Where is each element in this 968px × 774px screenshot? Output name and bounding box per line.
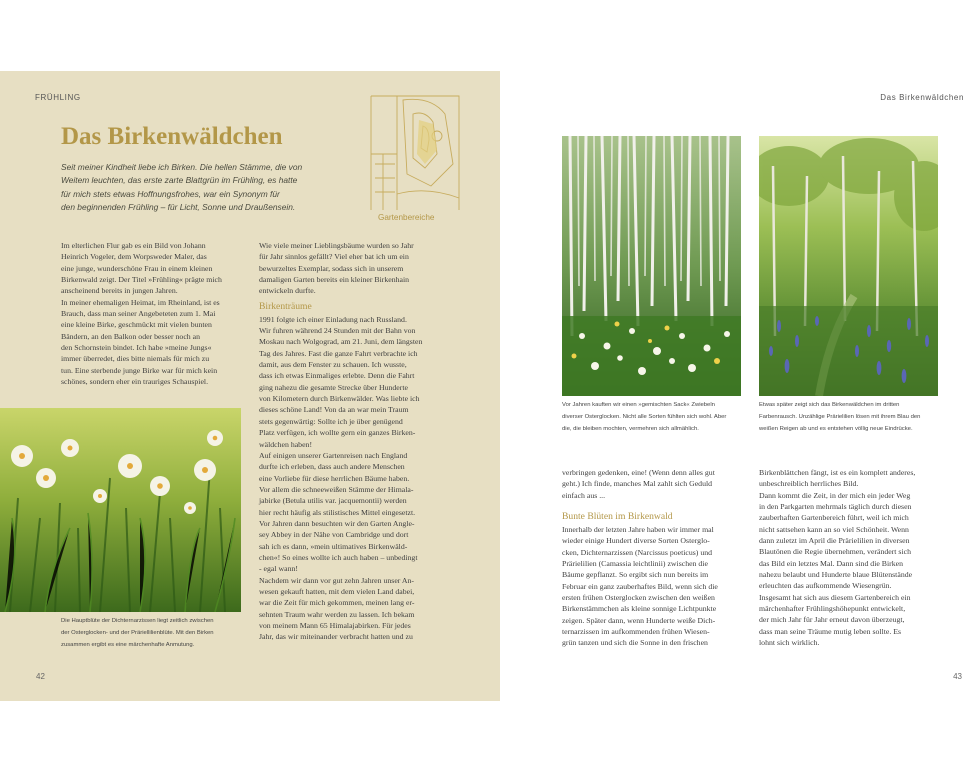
text-line: eine Vorliebe für diese herrlichen Bäume haben. [259,473,410,483]
page-number-left: 42 [36,672,45,681]
subhead-birkentraeume: Birkenträume [259,300,312,312]
text-line: war die Zeit für mich gekommen, meinen lang er- [259,598,415,608]
text-line: märchenhafter Frühlingshöhepunkt entwickelt, [759,604,906,614]
text-line: zauberhaften Gartenbereich führt, weil ich mich [759,513,909,523]
birch-camassia-photo [759,136,938,396]
caption-line: diverser Osterglocken. Nicht alle Sorten fühlten sich wohl. Aber [562,414,727,420]
text-line: In meiner ehemaligen Heimat, im Rheinland, ist es [61,297,220,307]
text-line: Februar ein ganz zauberhaftes Bild, wenn sich die [562,581,718,591]
text-line: sey Abbey in der Nähe von Cambridge und dort [259,530,409,540]
text-line: immer überredet, dies bitte niemals für mich zu [61,354,210,364]
text-line: nahezu belaubt und Hunderte blaue Blütenstände [759,570,913,580]
text-line: Nachdem wir dann vor gut zehn Jahren unser An- [259,575,415,585]
text-line: Im elterlichen Flur gab es ein Bild von Johann [61,241,206,250]
text-line: einfach aus ... [562,490,606,500]
text-line: entwickeln durfte. [259,286,316,296]
subhead-bunte-blueten: Bunte Blüten im Birkenwald [562,511,673,523]
narcissus-caption [61,615,241,651]
text-line: anscheinend bereits in jungen Jahren. [61,286,178,296]
text-column-2 [259,240,454,643]
running-head-left: FRÜHLING [35,93,81,102]
caption-line: zusammen ergibt es eine märchenhafte Anmutung. [61,642,195,648]
text-line: - egal wann! [259,564,298,574]
text-line: Innerhalb der letzten Jahre haben wir immer mal [562,525,714,535]
text-line: für Jahr sinnlos gefällt? Viel eher bat ich um ein [259,252,409,262]
text-line: wesen gekauft hatten, mit dem vielen Land dabei, [259,586,415,596]
text-line: hier recht häufig als stilistisches Mittel eingesetzt. [259,507,416,517]
text-line: dass ich etwas Einmaliges erlebte. Denn die Fahrt [259,371,415,381]
text-line: sah ich es dann, »mein ultimatives Birkenwäld- [259,541,408,551]
text-line: Bändern, an den Balkon oder besser noch an [61,331,200,341]
text-line: ternarzissen im aufkommenden frühen Wiesen- [562,627,710,637]
text-line: lohnt sich wirklich. [759,638,820,648]
photo1-caption [562,399,742,435]
left-page [0,71,500,701]
text-line: der mich Jahr für Jahr erneut davon überzeugt, [759,615,905,625]
text-line: Tag des Jahres. Fast die ganze Fahrt verbrachte ich [259,348,418,358]
running-head-right: Das Birkenwäldchen [880,93,964,102]
caption-line: Die Hauptblüte der Dichternarzissen liegt zeitlich zwischen [61,618,214,624]
text-line: ersten frühen Osterglocken zwischen den weißen [562,593,715,603]
text-line: Wir fuhren während 24 Stunden mit der Bahn von [259,326,416,336]
lead-line: Seit meiner Kindheit liebe ich Birken. Die hellen Stämme, die von [61,162,303,172]
text-line: Prärielilien (Camassia leichtlinii) zwischen die [562,559,708,569]
lead-paragraph [61,161,331,214]
text-line: ging nahezu die gesamte Strecke über Hunderte [259,382,408,392]
text-line: durfte ich erleben, dass auch andere Menschen [259,462,405,472]
right-page [500,71,968,701]
text-line: erleuchten das aufkommende Wiesengrün. [759,581,892,591]
text-line: damaligen Garten bereits ein kleiner Birkenhain [259,275,410,285]
text-line: nicht sattsehen kann an so viel Schönheit. Wenn [759,524,909,534]
text-line: zeigen. Später dann, wenn Hunderte weiße Dich- [562,615,716,625]
text-line: grün tanzen und sich die Sonne in den frischen [562,638,708,648]
text-line: wieder einige Hundert diverse Sorten Osterglo- [562,536,710,546]
text-line: Birkenstämmchen als kleine sonnige Lichtpunkte [562,604,717,614]
text-column-1 [61,240,251,387]
caption-line: die, die bleiben mochten, vermehren sich allmählich. [562,426,699,432]
text-line: sehnten Traum wahr werden zu lassen. Ich bekam [259,609,415,619]
text-line: geht.) Ich finde, manches Mal zahlt sich Geduld [562,479,713,489]
text-line: Birkenblättchen fängt, ist es ein komplett anderes, [759,468,916,477]
text-line: dieses schöne Land! Von da an war mein Traum [259,405,409,415]
text-line: unbeschreiblich herrliches Bild. [759,479,859,489]
text-line: dass man seine Träume mutig leben sollte. Es [759,626,902,636]
plan-caption: Gartenbereiche [378,213,435,222]
lead-line: den beginnenden Frühling – für Licht, Sonne und Draußensein. [61,201,296,212]
text-line: eine junge, wunderschöne Frau in einem kleinen [61,263,213,273]
narcissus-photo [0,408,241,612]
text-line: Moskau nach Wolgograd, am 21. Juni, dem längsten [259,337,423,347]
text-line: Platz verfügen, ich wollte gern ein ganzes Birken- [259,428,416,438]
caption-line: weißen Reigen ab und es entstehen völlig neue Eindrücke. [759,426,913,432]
text-line: bewurzeltes Exemplar, sodass sich in unserem [259,263,404,273]
text-line: Blautönen die Regie übernehmen, verändert sich [759,547,911,557]
garden-plan-icon [367,94,463,212]
text-line: chen«! So eines wollte ich auch haben – unbedingt [259,552,418,562]
text-line: damit, aus dem Fenster zu schauen. Ich wusste, [259,360,407,370]
text-line: Vor Jahren dann besuchten wir den Garten Angle- [259,518,415,528]
text-line: von Kilometern durch Birkenwälder. Was liebte ich [259,394,420,404]
text-line: Insgesamt hat sich aus diesem Gartenbereich ein [759,592,911,602]
text-column-3 [562,467,752,649]
text-line: Brauch, dass man seiner Angebeteten zum 1. Mai [61,309,216,319]
text-line: das Bild ein letztes Mal. Dann sind die Birken [759,558,903,568]
text-line: eine kleine Birke, geschmückt mit vielen bunten [61,320,212,330]
text-line: 1991 folgte ich einer Einladung nach Russland. [259,314,407,324]
text-line: cken, Dichternarzissen (Narcissus poeticus) und [562,547,713,557]
lead-line: Weitem leuchten, das erste zarte Blattgrün im Frühling, es hatte [61,175,298,186]
text-line: Heinrich Vogeler, dem Worpsweder Maler, das [61,252,207,262]
text-line: Birkenwald zeigt. Der Titel »Frühling« prägte mich [61,275,222,285]
text-line: dann zuletzt im April die Prärielilien in diversen [759,536,910,546]
text-line: den Schornstein bindet. Ich habe »meine Jungs« [61,343,212,353]
lead-line: für mich stets etwas Hoffnungsfrohes, war ein Synonym für [61,188,280,199]
page-number-right: 43 [953,672,962,681]
photo2-caption [759,399,944,435]
birch-daffodil-photo [562,136,741,396]
caption-line: Vor Jahren kauften wir einen »gemischten Sack« Zwiebeln [562,402,715,408]
text-column-4 [759,467,959,649]
text-line: Dann kommt die Zeit, in der mich ein jeder Weg [759,490,911,500]
text-line: jabirke (Betula utilis var. jacquemontii) werden [259,496,407,506]
text-line: stets gegenwärtig: Sollte ich je über genügend [259,416,403,426]
text-line: Auf einigen unserer Gartenreisen nach England [259,450,408,460]
text-line: in den Parkgarten mehrmals täglich durch diesen [759,502,912,512]
text-line: Wie viele meiner Lieblingsbäume wurden so Jahr [259,241,414,250]
text-line: schönes, sondern eher ein trauriges Schauspiel. [61,377,209,387]
text-line: von meinem Mann 65 Himalajabirken. Für jedes [259,621,411,630]
page-title: Das Birkenwäldchen [61,123,283,150]
text-line: Bäume gepflanzt. So ergibt sich nun bereits im [562,570,709,580]
text-line: Vor allem die schneeweißen Stämme der Himala- [259,484,414,494]
text-line: Jahr, das wir miteinander verbracht hatten und zu [259,632,413,642]
caption-line: Farbenrausch. Unzählige Prärielilien lösen mit ihrem Blau den [759,414,921,420]
text-line: verbringen gedenken, eine! (Wenn denn alles gut [562,468,715,477]
text-line: wäldchen haben! [259,439,313,449]
caption-line: der Osterglocken- und der Präriellilienblüte. Mit den Birken [61,630,214,636]
text-line: tun. Eine sterbende junge Birke war für mich kein [61,365,218,375]
caption-line: Etwas später zeigt sich das Birkenwäldchen im dritten [759,402,900,408]
